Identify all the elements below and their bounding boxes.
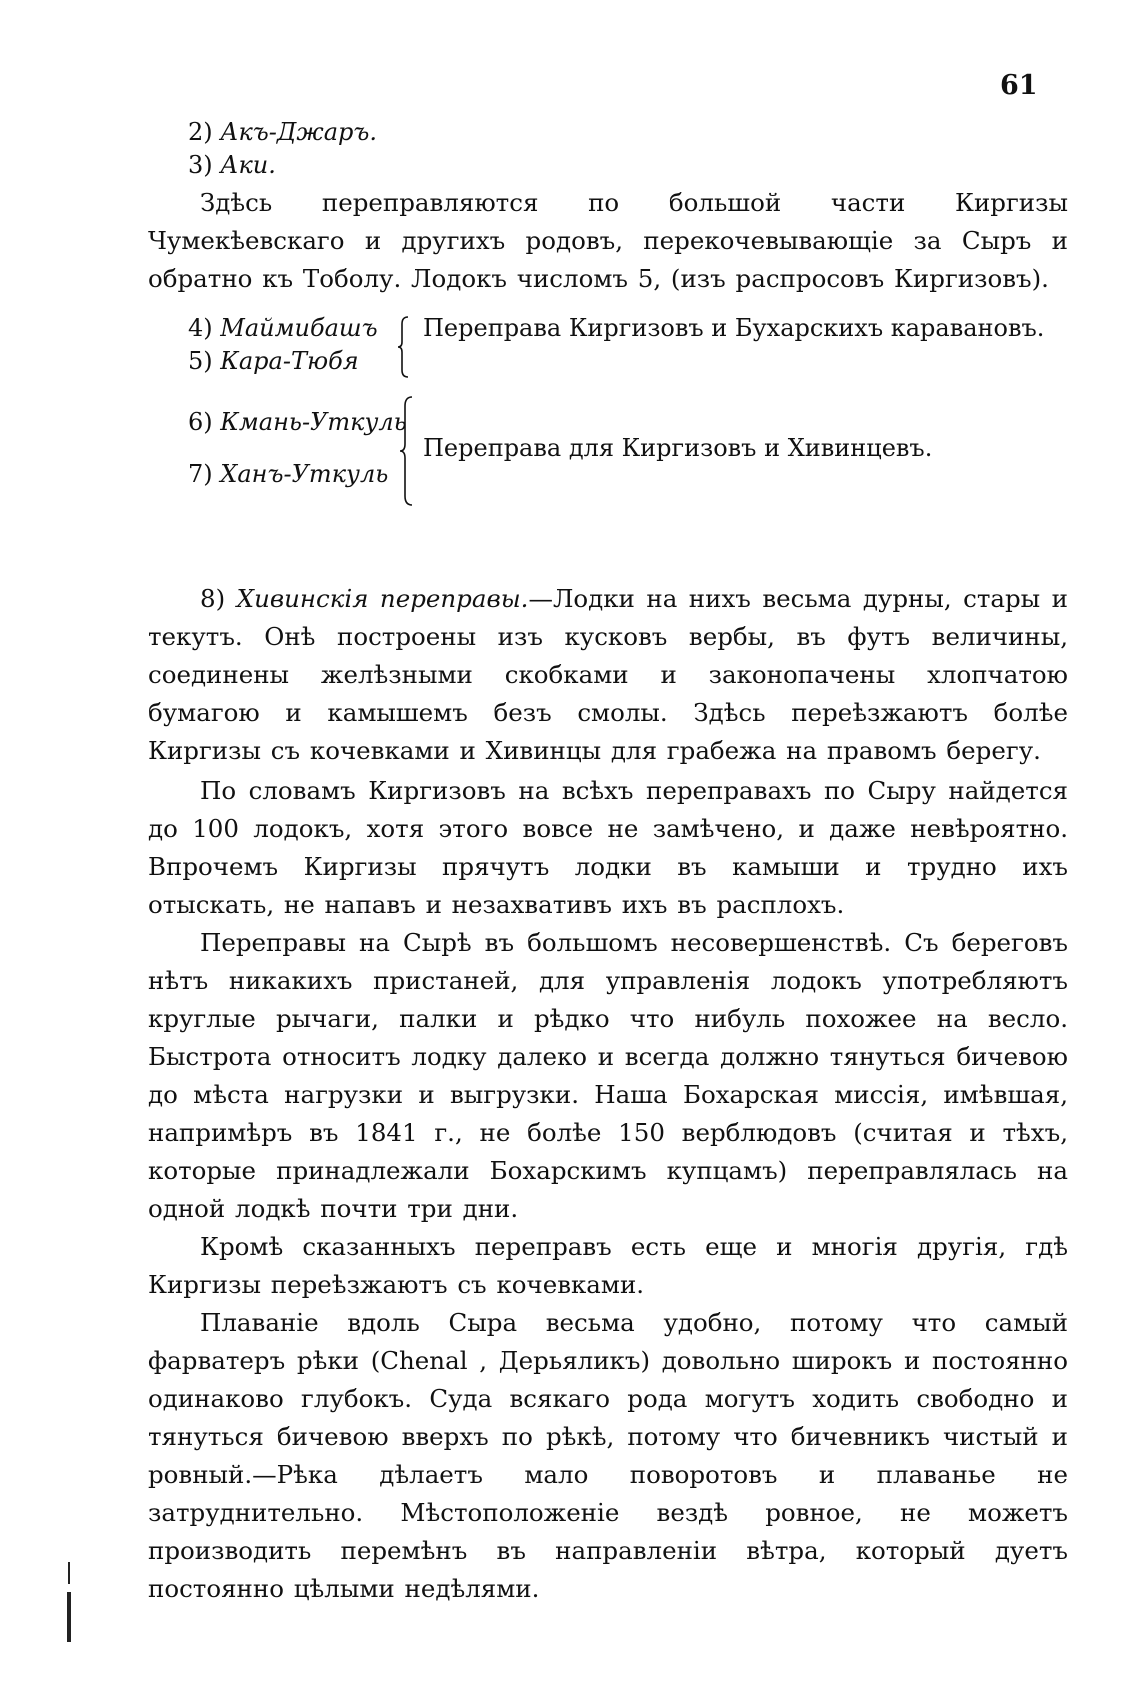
list-item-number: 8) xyxy=(200,584,226,613)
group-1-names xyxy=(188,312,378,378)
list-item-name: Кара-Тюбя xyxy=(220,347,359,375)
paragraph-4: Переправы на Сырѣ въ большомъ несовершенствѣ. Съ береговъ нѣтъ никакихъ пристаней, для управленія лодокъ употребляютъ круглые рычаги, палки и рѣдко что нибуль похожее на весло. Быстрота относитъ лодку далеко и всегда должно тянуться бичевою до мѣста нагрузки и выгрузки. Наша Бохарская миссія, имѣвшая, напримѣръ въ 1841 г., не болѣе 150 верблюдовъ (считая и тѣхъ, которые принадлежали Бохарскимъ купцамъ) переправлялась на одной лодкѣ почти три дни. xyxy=(148,928,1068,1223)
page-number: 61 xyxy=(1000,70,1038,101)
list-item-name: Кмань-Уткуль xyxy=(220,408,407,436)
list-item-number: 3) xyxy=(188,151,213,179)
list-item-number: 2) xyxy=(188,118,213,146)
crossing-group-1 xyxy=(188,312,1068,382)
list-item xyxy=(188,396,407,448)
list-item-name: Аки. xyxy=(220,151,276,179)
group-2-description: Переправа для Киргизовъ и Хивинцевъ. xyxy=(423,434,933,462)
list-item xyxy=(188,345,378,378)
brace-icon xyxy=(398,316,410,378)
crossing-list-top xyxy=(188,116,377,182)
list-item-name: Маймибашъ xyxy=(220,314,378,342)
paragraph-6: Плаваніе вдоль Сыра весьма удобно, потому что самый фарватеръ рѣки (Chenal , Дерьяликъ) довольно широкъ и постоянно одинаково глубокъ. Суда всякаго рода могутъ ходить свободно и тянуться бичевою вверхъ по рѣкѣ, потому что бичевникъ чистый и ровный.—Рѣка дѣлаетъ мало поворотовъ и плаванье не затруднительно. Мѣстоположеніе вездѣ ровное, не можетъ производить перемѣнъ въ направленіи вѣтра, который дуетъ постоянно цѣлыми недѣлями. xyxy=(148,1308,1068,1603)
paragraph-3: По словамъ Киргизовъ на всѣхъ переправахъ по Сыру найдется до 100 лодокъ, хотя этого вовсе не замѣчено, и даже невѣроятно. Впрочемъ Киргизы прячутъ лодки въ камыши и трудно ихъ отыскать, не напавъ и незахвативъ ихъ въ расплохъ. xyxy=(148,776,1068,919)
list-item xyxy=(188,116,377,149)
list-item xyxy=(188,312,378,345)
group-1-description: Переправа Киргизовъ и Бухарскихъ каравановъ. xyxy=(423,314,1045,342)
brace-icon xyxy=(400,396,414,506)
list-item-number: 4) xyxy=(188,314,213,342)
paragraph-5: Кромѣ сказанныхъ переправъ есть еще и многія другія, гдѣ Киргизы переѣзжаютъ съ кочевками. xyxy=(148,1232,1068,1299)
paragraph-1: Здѣсь переправляются по большой части Киргизы Чумекѣевскаго и другихъ родовъ, перекочевывающіе за Сыръ и обратно къ Тоболу. Лодокъ числомъ 5, (изъ распросовъ Киргизовъ). xyxy=(148,188,1068,293)
paragraph-2 xyxy=(148,580,1068,770)
list-item-name: Ханъ-Уткуль xyxy=(220,460,389,488)
paragraph-2-title: Хивинскія переправы. xyxy=(236,584,529,613)
list-item xyxy=(188,448,407,500)
list-item-number: 6) xyxy=(188,408,213,436)
list-item-number: 5) xyxy=(188,347,213,375)
list-item-number: 7) xyxy=(188,460,213,488)
paragraph-2-text: —Лодки на нихъ весьма дурны, стары и текутъ. Онѣ построены изъ кусковъ вербы, въ футъ величины, соединены желѣзными скобками и законопачены хлопчатою бумагою и камышемъ безъ смолы. Здѣсь переѣзжаютъ болѣе Киргизы съ кочевками и Хивинцы для грабежа на правомъ берегу. xyxy=(148,584,1068,765)
margin-mark xyxy=(68,1562,70,1584)
margin-mark xyxy=(67,1592,71,1642)
group-2-names xyxy=(188,396,407,500)
list-item-name: Акъ-Джаръ. xyxy=(220,118,377,146)
list-item xyxy=(188,149,377,182)
crossing-group-2 xyxy=(188,396,1068,506)
